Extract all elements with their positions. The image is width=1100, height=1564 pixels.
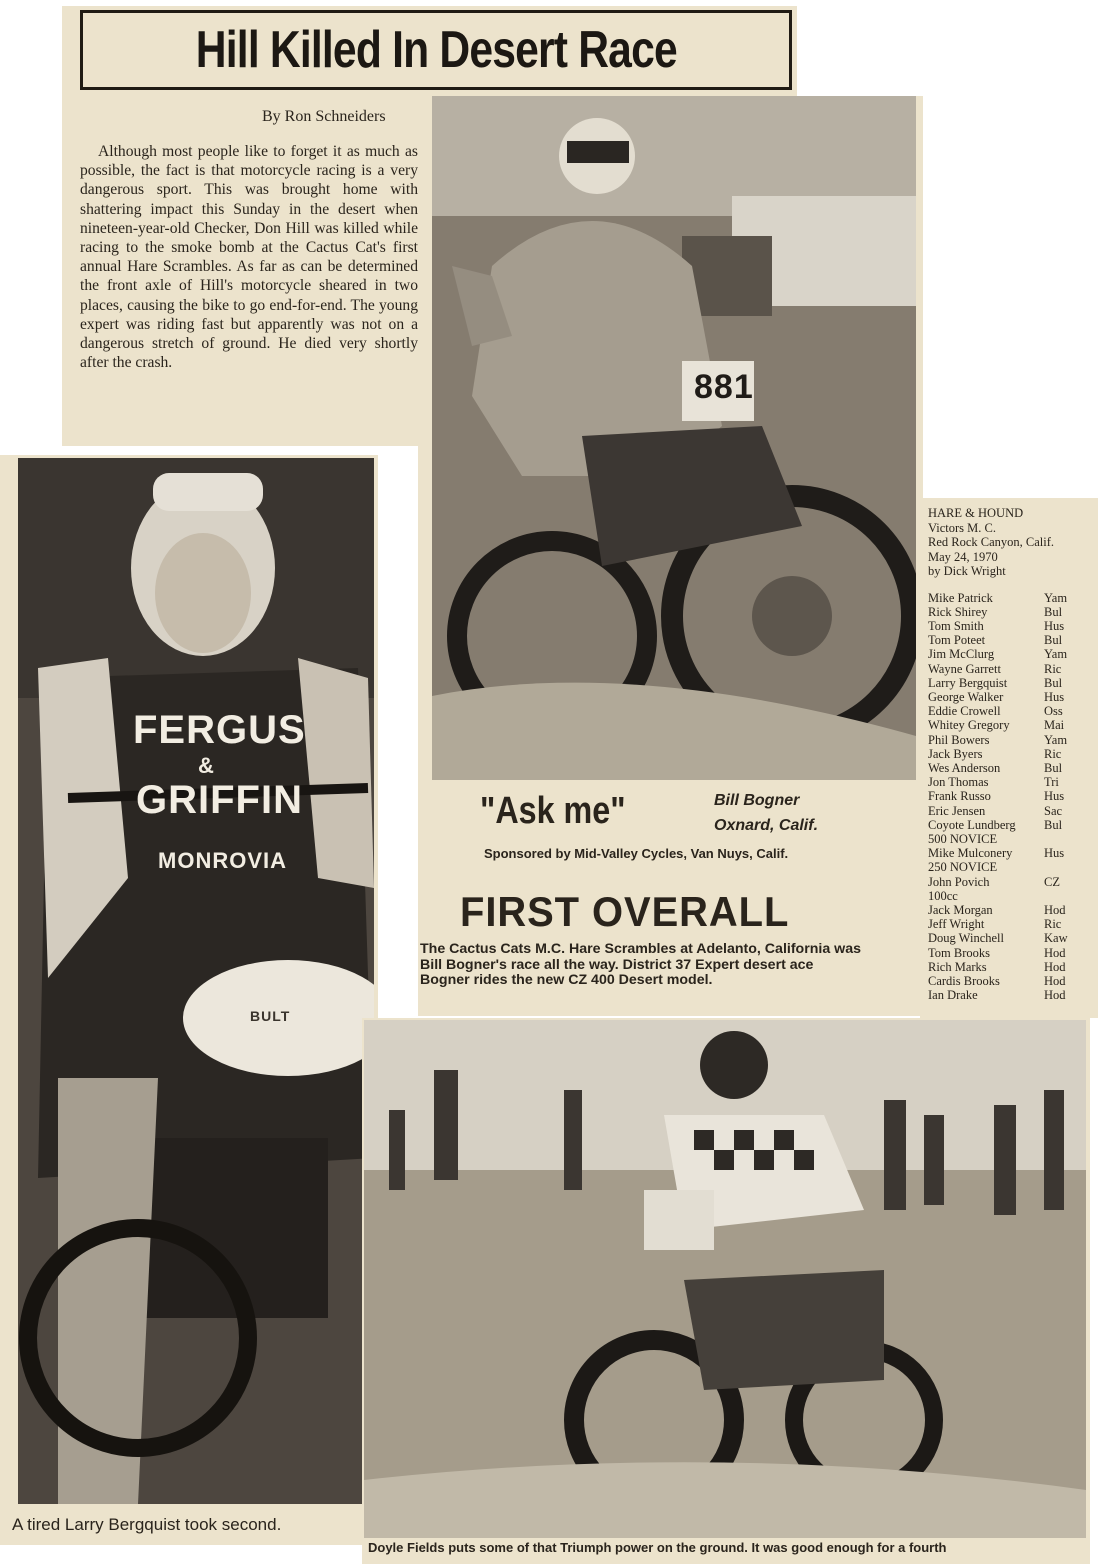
rider-entry-make: Hod <box>1044 902 1066 917</box>
results-row <box>928 619 1090 633</box>
rider-entry-make: Hod <box>1044 973 1066 988</box>
rider-entry-name: Mike Mulconery <box>928 846 1013 861</box>
rider-entry-name: Wayne Garrett <box>928 661 1001 676</box>
results-row <box>928 747 1090 761</box>
rider-entry-name: Wes Anderson <box>928 760 1001 775</box>
results-row <box>928 704 1090 718</box>
rider-entry-make: Hod <box>1044 988 1066 1003</box>
results-row <box>928 946 1090 960</box>
rider-entry-make: Hus <box>1044 618 1065 633</box>
rider-entry-make: Yam <box>1044 647 1068 662</box>
rider-entry-make: Bul <box>1044 675 1063 690</box>
rider-entry-make: Ric <box>1044 917 1062 932</box>
rider-entry-name: Tom Poteet <box>928 633 986 648</box>
rider-entry-name: Rich Marks <box>928 959 987 974</box>
results-row <box>928 917 1090 931</box>
rider-entry-name: Doug Winchell <box>928 931 1004 946</box>
results-list <box>928 591 1090 1003</box>
results-header: HARE & HOUND Victors M. C. Red Rock Canyon, Calif. May 24, 1970 by Dick Wright <box>928 506 1055 578</box>
rider-entry-name: 250 NOVICE <box>928 860 998 875</box>
bergquist-caption: A tired Larry Bergquist took second. <box>12 1515 282 1534</box>
results-row <box>928 775 1090 789</box>
rider-entry-make: Oss <box>1044 704 1063 719</box>
article-body: Although most people like to forget it as much as possible, the fact is that motorcycle racing is a very dangerous sport. This was brought home with shattering impact this Sunday in the desert when nineteen-year-old Checker, Don Hill was killed while racing to the smoke bomb at the Cactus Cat's first annual Hare Scrambles. As far as can be determined the front axle of Hill's motorcycle sheared in two places, causing the bike to go end-for-end. The young expert was riding fast but apparently was not on a dangerous stretch of ground. He died very shortly after the crash. <box>80 143 418 372</box>
results-row <box>928 818 1090 832</box>
results-row <box>928 889 1090 903</box>
bergquist-photo <box>18 458 374 1504</box>
rider-entry-name: Jack Morgan <box>928 902 993 917</box>
rider-entry-make <box>1044 832 1090 846</box>
first-overall-body: The Cactus Cats M.C. Hare Scrambles at Adelanto, California was Bill Bogner's race all the way. District 37 Expert desert ace Bogner rides the new CZ 400 Desert model. <box>420 941 861 989</box>
jersey-line-1: FERGUS <box>133 708 306 752</box>
results-row <box>928 605 1090 619</box>
rider-name: Bill Bogner <box>714 792 800 809</box>
rider-entry-make: Mai <box>1044 718 1065 733</box>
results-row <box>928 903 1090 917</box>
rider-entry-name: John Povich <box>928 874 990 889</box>
bogner-photo <box>432 96 916 780</box>
rider-entry-make: Yam <box>1044 590 1068 605</box>
rider-entry-make: Hus <box>1044 689 1065 704</box>
rider-entry-name: Jon Thomas <box>928 775 989 790</box>
rider-entry-make: Hus <box>1044 846 1065 861</box>
headline: Hill Killed In Desert Race <box>195 21 677 79</box>
results-row <box>928 690 1090 704</box>
rider-entry-name: Ian Drake <box>928 988 978 1003</box>
sponsor-line: Sponsored by Mid-Valley Cycles, Van Nuys, Calif. <box>484 846 789 861</box>
results-row <box>928 875 1090 889</box>
rider-entry-name: George Walker <box>928 689 1004 704</box>
jersey-line-3: GRIFFIN <box>136 778 303 822</box>
rider-entry-name: Jeff Wright <box>928 917 985 932</box>
rider-entry-make: Bul <box>1044 633 1063 648</box>
results-row <box>928 647 1090 661</box>
rider-entry-make: Bul <box>1044 604 1063 619</box>
results-row <box>928 676 1090 690</box>
results-row <box>928 733 1090 747</box>
rider-entry-make: Bul <box>1044 817 1063 832</box>
results-row <box>928 931 1090 945</box>
results-row <box>928 789 1090 803</box>
results-row <box>928 718 1090 732</box>
fields-caption: Doyle Fields puts some of that Triumph power on the ground. It was good enough for a fourth <box>368 1540 947 1555</box>
rider-entry-name: Eddie Crowell <box>928 704 1001 719</box>
rider-entry-name: Phil Bowers <box>928 732 990 747</box>
rider-entry-make: Hus <box>1044 789 1065 804</box>
rider-entry-make: Ric <box>1044 746 1062 761</box>
fields-photo <box>364 1020 1086 1538</box>
rider-entry-name: Tom Brooks <box>928 945 990 960</box>
rider-entry-make: Sac <box>1044 803 1063 818</box>
results-row <box>928 846 1090 860</box>
results-row <box>928 804 1090 818</box>
results-row <box>928 832 1090 846</box>
results-row <box>928 860 1090 874</box>
results-row <box>928 633 1090 647</box>
first-overall-heading: FIRST OVERALL <box>460 888 790 935</box>
rider-entry-make: Tri <box>1044 775 1059 790</box>
rider-entry-make: Kaw <box>1044 931 1068 946</box>
rider-entry-name: Tom Smith <box>928 618 984 633</box>
rider-entry-name: Coyote Lundberg <box>928 817 1016 832</box>
rider-entry-name: Jim McClurg <box>928 647 995 662</box>
results-row <box>928 662 1090 676</box>
results-clipping <box>920 498 1098 1018</box>
results-row <box>928 960 1090 974</box>
ask-me-title: "Ask me" <box>480 790 626 832</box>
rider-entry-name: Frank Russo <box>928 789 991 804</box>
results-row <box>928 974 1090 988</box>
jersey-line-2: & <box>198 753 215 778</box>
rider-entry-name: 100cc <box>928 888 958 903</box>
byline: By Ron Schneiders <box>262 108 386 125</box>
rider-entry-name: Rick Shirey <box>928 604 988 619</box>
rider-entry-make <box>1044 860 1090 874</box>
rider-entry-make <box>1044 889 1090 903</box>
tank-text: BULT <box>250 1008 291 1024</box>
plate-number: 881 <box>694 368 754 406</box>
rider-entry-make: Hod <box>1044 945 1066 960</box>
jersey-line-4: MONROVIA <box>158 848 287 873</box>
rider-entry-name: Cardis Brooks <box>928 973 1000 988</box>
results-row <box>928 988 1090 1002</box>
rider-entry-name: 500 NOVICE <box>928 831 998 846</box>
results-row <box>928 591 1090 605</box>
results-row <box>928 761 1090 775</box>
rider-entry-name: Larry Bergquist <box>928 675 1008 690</box>
rider-entry-make: CZ <box>1044 874 1060 889</box>
rider-entry-make: Bul <box>1044 760 1063 775</box>
headline-box <box>80 10 792 90</box>
rider-entry-name: Mike Patrick <box>928 590 993 605</box>
rider-entry-name: Whitey Gregory <box>928 718 1010 733</box>
rider-entry-make: Yam <box>1044 732 1068 747</box>
rider-entry-name: Jack Byers <box>928 746 983 761</box>
rider-city: Oxnard, Calif. <box>714 817 819 834</box>
rider-entry-name: Eric Jensen <box>928 803 986 818</box>
rider-entry-make: Hod <box>1044 959 1066 974</box>
rider-entry-make: Ric <box>1044 661 1062 676</box>
